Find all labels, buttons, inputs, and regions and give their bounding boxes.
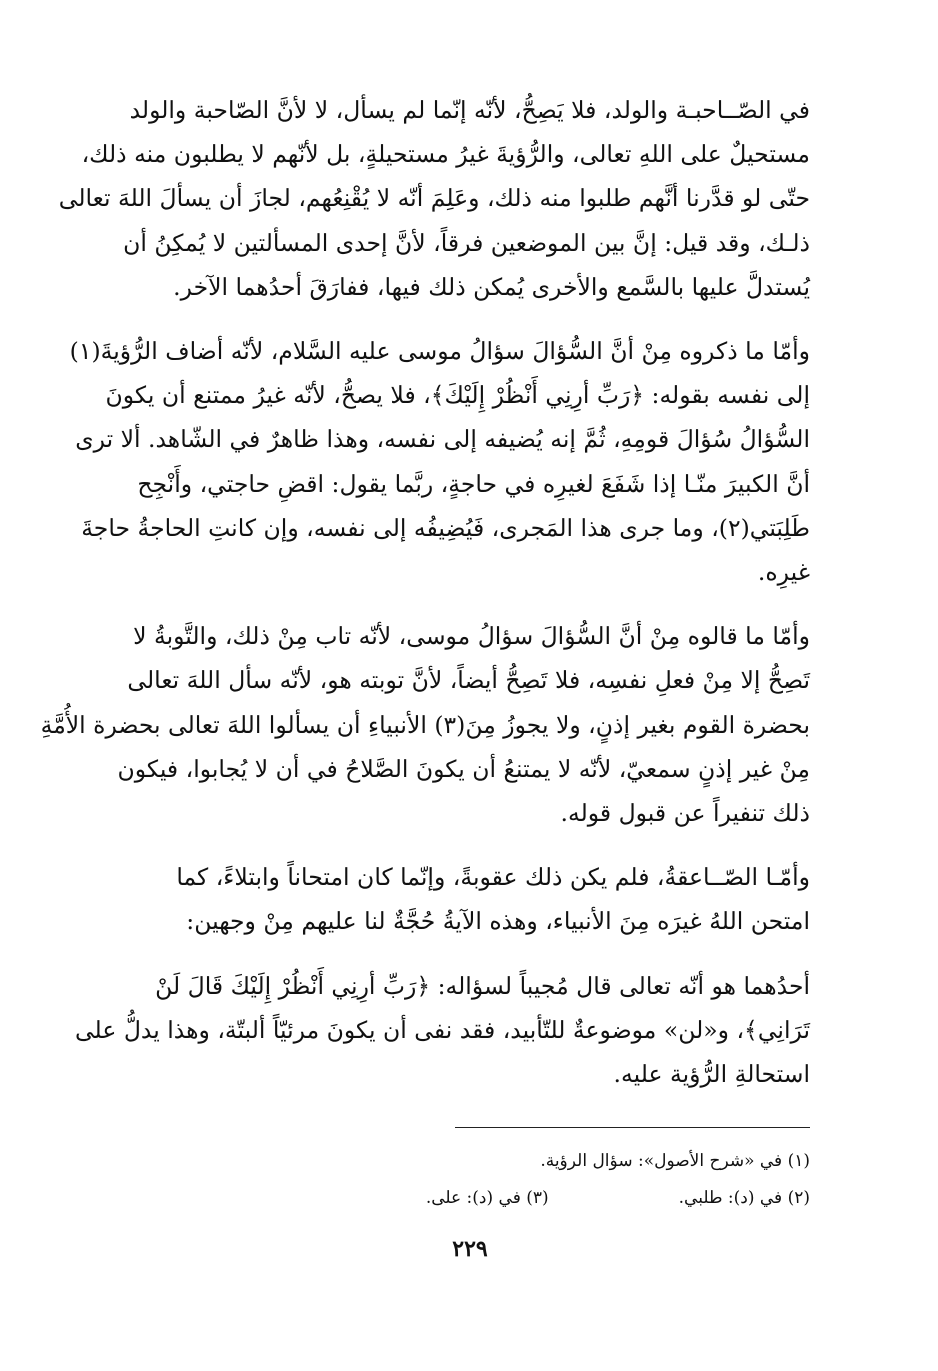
paragraph [69, 329, 810, 594]
footnote-3: (٣) في (د): على. [425, 1188, 549, 1208]
text-line: ذلـك، وقد قيل: إنَّ بين الموضعين فرقاً، لأنَّ إحدى المسألتين لا يُمكِنُ أن [123, 228, 810, 257]
text-line: وأمّا ما قالوه مِنْ أنَّ السُّؤالَ سؤالُ موسى، لأنّه تاب مِنْ ذلك، والتَّوبةُ لا [133, 622, 810, 651]
footnote-2: (٢) في (د): طلبي. [678, 1188, 810, 1208]
text-line: غيرِه. [757, 558, 810, 587]
text-line: امتحن اللهُ غيرَه مِنَ الأنبياء، وهذه الآيةُ حُجَّةٌ لنا عليهم مِنْ وجهين: [186, 907, 810, 936]
text-line: استحالةِ الرُّؤية عليه. [613, 1060, 810, 1089]
text-line: إلى نفسه بقوله: ﴿رَبِّ أرِنِي أَنْظُرْ إِلَيْكَ﴾، فلا يصحُّ، لأنّه غيرُ ممتنع أن يكونَ [105, 381, 810, 410]
text-line: مستحيلٌ على اللهِ تعالى، والرُّؤيةَ غيرُ مستحيلةٍ، بل لأنّهم لا يطلبون منه ذلك، [81, 140, 810, 169]
text-line: ذلك تنفيراً عن قبول قوله. [560, 799, 810, 828]
footnote-row [130, 1180, 810, 1217]
text-line: مِنْ غير إذنٍ سمعيّ، لأنّه لا يمتنعُ أن يكونَ الصَّلاحُ في أن لا يُجابوا، فيكون [117, 754, 810, 783]
text-line: وأمّـا الصّــاعقةُ، فلم يكن ذلك عقوبةً، وإنّما كان امتحاناً وابتلاءً، كما [176, 863, 810, 892]
footnotes [130, 1143, 810, 1217]
paragraph [40, 614, 810, 835]
page-number: ٢٢٩ [452, 1236, 488, 1262]
text-line: تَصِحُّ إلا مِنْ فعلِ نفسِه، فلا تَصِحُّ أيضاً، لأنَّ توبته هو، لأنّه سأل اللهَ تعالى [127, 666, 810, 695]
body-text [40, 88, 810, 1116]
footnote-divider [455, 1127, 810, 1128]
text-line: يُستدلَّ عليها بالسَّمع والأخرى يُمكن ذلك فيها، ففارَقَ أحدُهما الآخر. [173, 272, 810, 301]
footnote-1: (١) في «شرح الأصول»: سؤال الرؤية. [540, 1151, 810, 1171]
text-line: تَرَانِي﴾، و«لن» موضوعةٌ للتّأبيد، فقد نفى أن يكونَ مرئيّاً ألبتّة، وهذا يدلُّ على [74, 1015, 810, 1044]
text-line: حتّى لو قدَّرنا أنَّهم طلبوا منه ذلك، وعَلِمَ أنّه لا يُقْنِعُهم، لجازَ أن يسألَ اللهَ تعالى [58, 184, 810, 213]
text-line: أنَّ الكبيرَ منّـا إذا شَفَعَ لغيرِه في حاجةٍ، ربَّما يقول: اقضِ حاجتي، وأَنْجِح [137, 469, 810, 498]
paragraph [130, 855, 810, 943]
text-line: طَلِبَتي(٢)، وما جرى هذا المَجرى، فَيُضِيفُه إلى نفسه، وإن كانتِ الحاجةُ حاجةَ [81, 513, 810, 542]
text-line: السُّؤالُ سُؤالَ قومِهِ، ثُمَّ إنه يُضيفه إلى نفسه، وهذا ظاهرٌ في الشّاهد. ألا ترى [75, 425, 810, 454]
paragraph [58, 88, 810, 309]
paragraph [74, 964, 810, 1097]
text-line: في الصّــاحبـة والولد، فلا يَصِحُّ، لأنّه إنّما لم يسأل، لا لأنَّ الصّاحبة والولد [129, 96, 810, 124]
text-line: وأمّا ما ذكروه مِنْ أنَّ السُّؤالَ سؤالُ موسى عليه السَّلام، لأنّه أضاف الرُّؤيةَ(١) [69, 337, 810, 366]
text-line: بحضرة القوم بغير إذنٍ، ولا يجوزُ مِنَ(٣) الأنبياءِ أن يسألوا اللهَ تعالى بحضرة الأُمَّةِ [40, 710, 810, 739]
text-line: أحدُهما هو أنّه تعالى قال مُجيباً لسؤاله: ﴿رَبِّ أرِنِي أَنْظُرْ إِلَيْكَ قَالَ لَنْ [155, 971, 810, 1000]
